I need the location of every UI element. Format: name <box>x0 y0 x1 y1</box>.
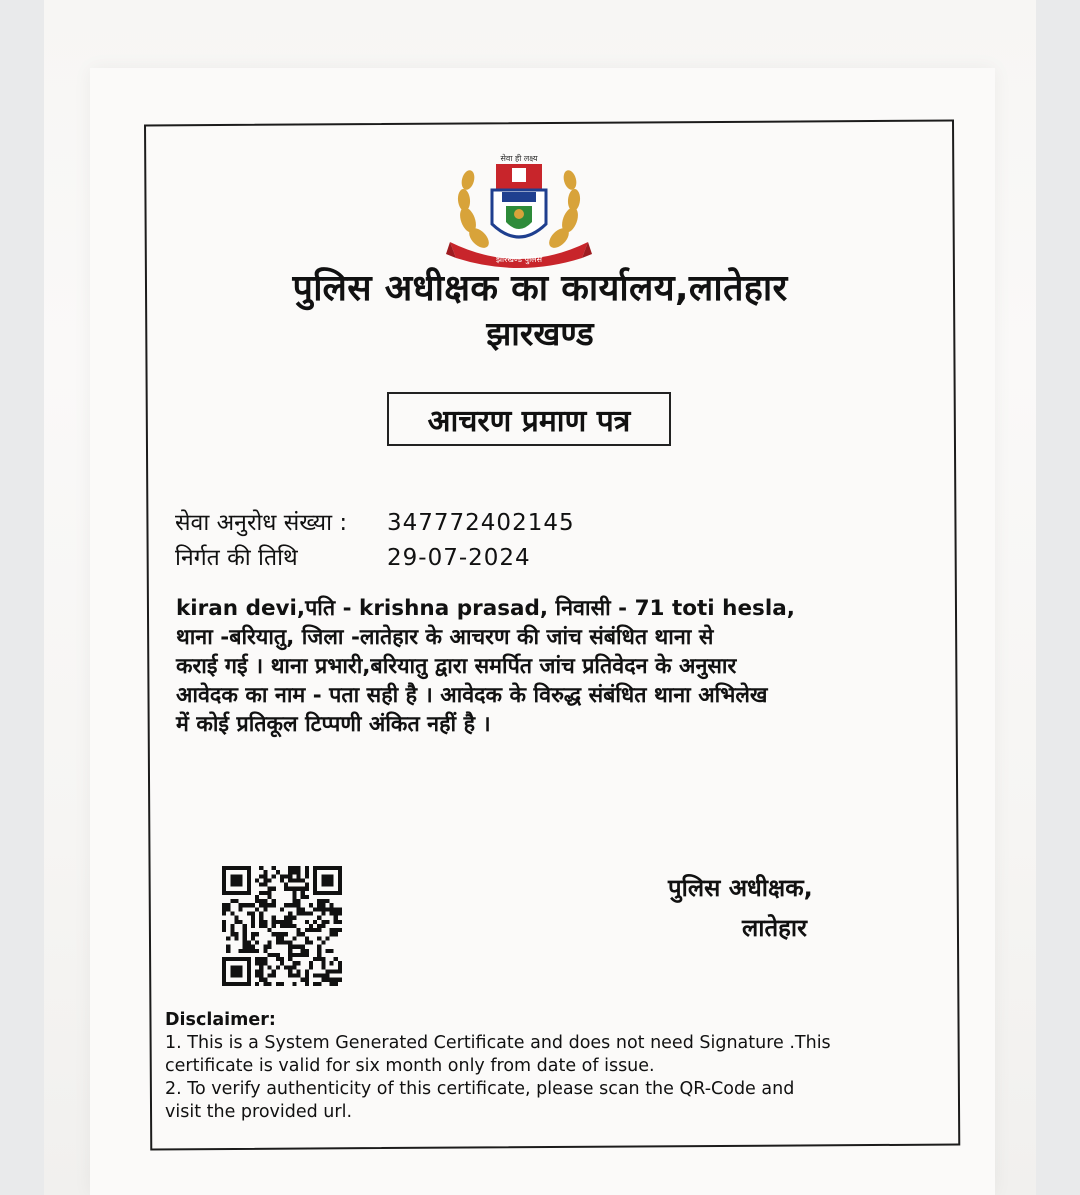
service-request-row <box>175 508 575 538</box>
qr-code-icon[interactable] <box>222 866 342 986</box>
issue-date-row <box>175 543 531 573</box>
disclaimer-line: certificate is valid for six month only from date of issue. <box>165 1056 655 1076</box>
certificate-title: आचरण प्रमाण पत्र <box>387 392 671 446</box>
body-line: में कोई प्रतिकूल टिप्पणी अंकित नहीं है । <box>176 712 491 737</box>
office-title: पुलिस अधीक्षक का कार्यालय,लातेहार <box>292 268 788 309</box>
body-line: kiran devi,पति - krishna prasad, निवासी - 71 toti hesla, <box>176 596 795 621</box>
body-line: कराई गई । थाना प्रभारी,बरियातु द्वारा समर्पित जांच प्रतिवेदन के अनुसार <box>176 654 737 679</box>
disclaimer <box>165 1009 925 1124</box>
signatory-title: पुलिस अधीक्षक, <box>668 874 813 902</box>
service-request-number: 347772402145 <box>387 510 575 536</box>
issue-date-label: निर्गत की तिथि <box>175 545 298 571</box>
viewer-right-margin <box>1036 0 1080 1195</box>
body-line: थाना -बरियातु, जिला -लातेहार के आचरण की जांच संबंधित थाना से <box>176 625 714 650</box>
state-title: झारखण्ड <box>486 314 594 353</box>
service-request-label: सेवा अनुरोध संख्या : <box>175 510 348 536</box>
issue-date-value: 29-07-2024 <box>387 545 531 571</box>
emblem-motto: सेवा ही लक्ष्य <box>500 154 538 163</box>
signatory-block <box>668 868 868 948</box>
disclaimer-line: visit the provided url. <box>165 1102 353 1122</box>
jharkhand-police-emblem-icon <box>446 150 592 278</box>
viewer-left-margin <box>0 0 44 1195</box>
body-line: आवेदक का नाम - पता सही है । आवेदक के विरुद्ध संबंधित थाना अभिलेख <box>176 683 768 708</box>
signatory-district: लातेहार <box>742 914 807 942</box>
disclaimer-line: 2. To verify authenticity of this certificate, please scan the QR-Code and <box>165 1079 795 1099</box>
disclaimer-heading: Disclaimer: <box>165 1010 276 1030</box>
emblem-ribbon-text: झारखण्ड पुलिस <box>495 255 543 264</box>
disclaimer-line: 1. This is a System Generated Certificate and does not need Signature .This <box>165 1033 831 1053</box>
certificate-body <box>176 594 928 739</box>
